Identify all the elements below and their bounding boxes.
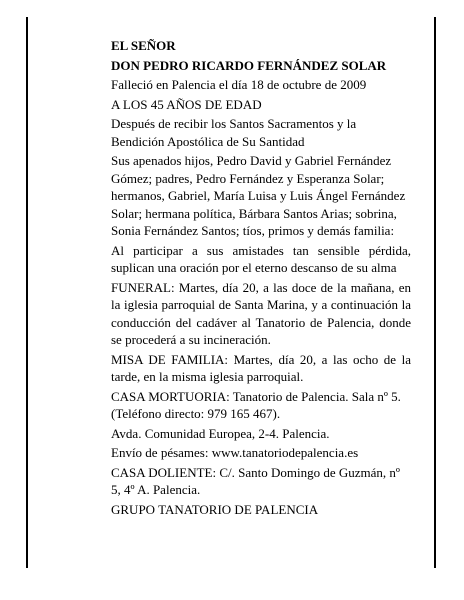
family-list: Sus apenados hijos, Pedro David y Gabriel Fernández Gómez; padres, Pedro Fernández y Esperanza Solar; hermanos, Gabriel, María Luisa y Luis Ángel Fernández Solar; hermana política, Bárbara Santos Arias; sobrina, Sonia Fernández Santos; tíos, primos y demás familia: — [111, 153, 406, 238]
mortuary-info: CASA MORTUORIA: Tanatorio de Palencia. Sala nº 5. (Teléfono directo: 979 165 467). — [111, 388, 401, 421]
left-border-line — [26, 17, 28, 568]
funeral-info: FUNERAL: Martes, día 20, a las doce de la mañana, en la iglesia parroquial de Santa Marina, y a continuación la conducción del cadáver al Tanatorio de Palencia, donde se procederá a su incineración. — [111, 279, 411, 347]
funeral-home-group: GRUPO TANATORIO DE PALENCIA — [111, 501, 319, 517]
notice-title: EL SEÑOR — [111, 38, 176, 53]
sacraments-statement: Después de recibir los Santos Sacramentos y la Bendición Apostólica de Su Santidad — [111, 116, 357, 149]
death-statement: Falleció en Palencia el día 18 de octubre de 2009 — [111, 77, 367, 92]
age-statement: A LOS 45 AÑOS DE EDAD — [111, 96, 262, 112]
family-mass-info: MISA DE FAMILIA: Martes, día 20, a las ocho de la tarde, en la misma iglesia parroquial. — [111, 351, 411, 384]
right-border-line — [434, 17, 436, 568]
obituary-notice — [111, 37, 411, 520]
condolences-info: Envío de pésames: www.tanatoriodepalencia.es — [111, 445, 359, 460]
mortuary-address: Avda. Comunidad Europea, 2-4. Palencia. — [111, 425, 330, 441]
mourning-house-info: CASA DOLIENTE: C/. Santo Domingo de Guzmán, nº 5, 4º A. Palencia. — [111, 464, 400, 497]
deceased-name: DON PEDRO RICARDO FERNÁNDEZ SOLAR — [111, 57, 387, 73]
prayer-request: Al participar a sus amistades tan sensible pérdida, suplican una oración por el eterno descanso de su alma — [111, 242, 411, 275]
